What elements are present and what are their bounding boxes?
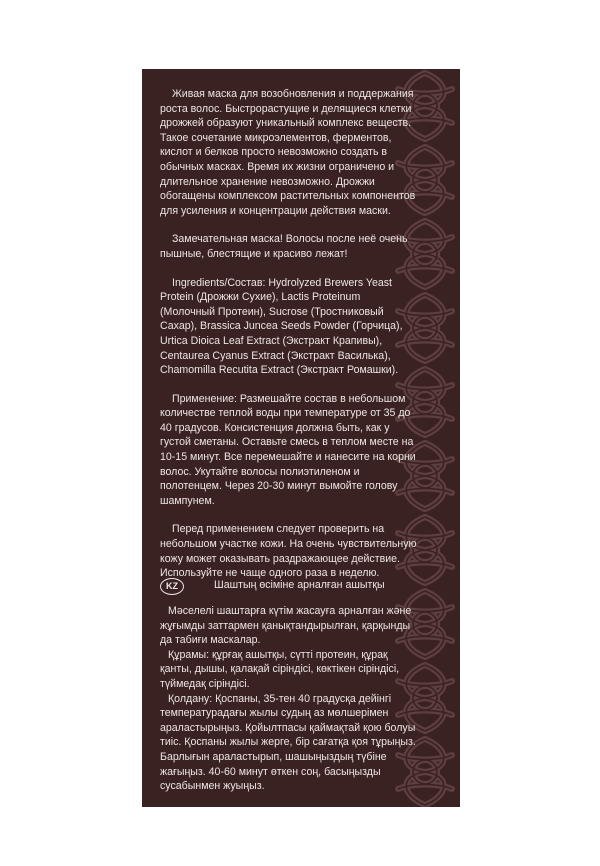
kz-usage-paragraph: Қолдану: Қоспаны, 35-тен 40 градусқа дейінгі температурадағы жылы судың аз мөлшерімен араластырыңыз. Қойылтпасы қаймақтай қою болуы тиіс. Қоспаны жылы жерге, бір сағатқа қоя тұрыңыз. Барлығын араластырып, шашыңыздың түбіне жағыңыз. 40-60 минут өткен соң, басыңызды сусабынмен жуыңыз. <box>160 692 416 793</box>
review-paragraph: Замечательная маска! Волосы после неё очень пышные, блестящие и красиво лежат! <box>160 233 408 260</box>
usage-paragraph: Применение: Размешайте состав в небольшом количестве теплой воды при температуре от 35 до 40 градусов. Консистенция должна быть, как у густой сметаны. Оставьте смесь в теплом месте на 10-15 минут. Все перемешайте и нанесите на корни волос. Укутайте волосы полиэтиленом и полотенцем. Через 20-30 минут вымойте голову шампунем. <box>160 392 416 507</box>
kz-language-badge: KZ <box>160 578 184 595</box>
kz-title: Шаштың өсіміне арналған ашытқы <box>214 579 385 591</box>
russian-description <box>160 87 418 595</box>
kazakh-description <box>160 604 422 794</box>
kz-composition-paragraph: Құрамы: құрғақ ашытқы, сүтті протеин, құрақ қанты, дышы, қалақай сіріндісі, көктікен сіріндісі, түймедақ сіріндісі. <box>160 648 400 690</box>
product-label-panel <box>142 69 460 807</box>
intro-paragraph: Живая маска для возобновления и поддержания роста волос. Быстрорастущие и делящиеся клетки дрожжей образуют уникальный комплекс веществ. Такое сочетание микроэлементов, ферментов, кислот и белков просто невозможно создать в обычных масках. Время их жизни ограничено и длительное хранение невозможно. Дрожжи обогащены комплексом растительных компонентов для усиления и концентрации действия маски. <box>160 88 416 217</box>
kz-description-paragraph: Мәселелі шаштарға күтім жасауға арналған және жұғымды заттармен қанықтандырылған, қарқынды да табиғи маскалар. <box>160 605 412 647</box>
warning-paragraph: Перед применением следует проверить на небольшом участке кожи. На очень чувствительную кожу может оказывать раздражающее действие. Используйте не чаще одного раза в неделю. <box>160 523 417 580</box>
kz-header <box>160 577 430 597</box>
ingredients-paragraph: Ingredients/Состав: Hydrolyzed Brewers Yeast Protein (Дрожжи Сухие), Lactis Proteinum (Молочный Протеин), Sucrose (Тростниковый Сахар), Brassica Juncea Seeds Powder (Горчица), Urtica Dioica Leaf Extract (Экстракт Крапивы), Centaurea Cyanus Extract (Экстракт Василька), Chamomilla Recutita Extract (Экстракт Ромашки). <box>160 276 403 377</box>
